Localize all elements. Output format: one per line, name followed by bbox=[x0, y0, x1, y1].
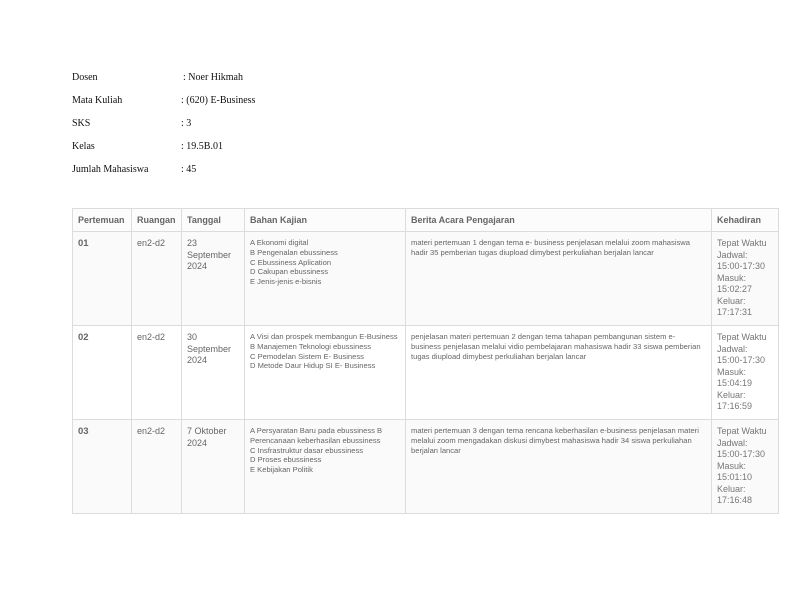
table-row bbox=[73, 326, 779, 420]
teaching-report: materi pertemuan 1 dengan tema e- business penjelasan melalui zoom mahasiswa hadir 35 pemberian tugas diupload dimybest perkuliahan berjalan lancar bbox=[406, 232, 712, 326]
attendance-line: Masuk: bbox=[717, 366, 747, 377]
material bbox=[245, 232, 406, 326]
date: 30 September 2024 bbox=[182, 326, 245, 420]
material-item: C Pemodelan Sistem E- Business bbox=[250, 351, 364, 361]
material-item: E Kebijakan Politik bbox=[250, 465, 313, 475]
material bbox=[245, 420, 406, 514]
material-item: D Cakupan ebussiness bbox=[250, 267, 329, 277]
material-item: A Ekonomi digital bbox=[250, 238, 309, 247]
room: en2-d2 bbox=[132, 326, 182, 420]
header-kehadiran: Kehadiran bbox=[712, 209, 779, 232]
room: en2-d2 bbox=[132, 420, 182, 514]
attendance-line: Jadwal: bbox=[717, 343, 748, 354]
info-label: Kelas bbox=[72, 141, 95, 152]
attendance-line: Keluar: bbox=[717, 483, 746, 494]
attendance-status: Tepat Waktu bbox=[717, 426, 767, 436]
table-row bbox=[73, 232, 779, 326]
attendance-line: 17:16:48 bbox=[717, 495, 753, 505]
info-label: Mata Kuliah bbox=[72, 95, 123, 106]
material bbox=[245, 326, 406, 420]
header-tanggal: Tanggal bbox=[182, 209, 245, 232]
info-value: : 19.5B.01 bbox=[181, 141, 223, 152]
date: 7 Oktober 2024 bbox=[182, 420, 245, 514]
info-value: : Noer Hikmah bbox=[183, 72, 243, 83]
material-item: D Metode Daur Hidup SI E- Business bbox=[250, 361, 376, 371]
attendance-line: 15:00-17:30 bbox=[717, 449, 766, 459]
header-pertemuan: Pertemuan bbox=[73, 209, 132, 232]
meeting-number: 01 bbox=[73, 232, 132, 326]
attendance-line: Keluar: bbox=[717, 295, 746, 306]
table-row bbox=[73, 420, 779, 514]
material-item: A Visi dan prospek membangun E-Business bbox=[250, 332, 398, 341]
attendance-line: Jadwal: bbox=[717, 437, 748, 448]
room: en2-d2 bbox=[132, 232, 182, 326]
course-info bbox=[72, 72, 255, 187]
attendance-status: Tepat Waktu bbox=[717, 332, 767, 342]
material-item: C Insfrastruktur dasar ebussiness bbox=[250, 445, 364, 455]
attendance-line: Keluar: bbox=[717, 389, 746, 400]
attendance bbox=[712, 420, 779, 514]
attendance bbox=[712, 326, 779, 420]
meeting-number: 03 bbox=[73, 420, 132, 514]
info-row-sks bbox=[72, 118, 255, 141]
teaching-report: penjelasan materi pertemuan 2 dengan tema tahapan pembangunan sistem e- business penjelasan melalui vidio pembelajaran mahasiswa hadir 33 siswa pemberian tugas diupload dimybest perkuliahan berjalan lancar bbox=[406, 326, 712, 420]
info-label: Jumlah Mahasiswa bbox=[72, 164, 149, 175]
info-value: : 3 bbox=[181, 118, 192, 129]
info-row-kelas bbox=[72, 141, 255, 164]
meeting-number: 02 bbox=[73, 326, 132, 420]
header-ruangan: Ruangan bbox=[132, 209, 182, 232]
info-label: SKS bbox=[72, 118, 91, 129]
attendance-status: Tepat Waktu bbox=[717, 238, 767, 248]
date: 23 September 2024 bbox=[182, 232, 245, 326]
info-row-dosen bbox=[72, 72, 255, 95]
material-item: B Pengenalan ebussiness bbox=[250, 247, 338, 257]
attendance-line: 15:00-17:30 bbox=[717, 261, 766, 271]
attendance-line: 15:00-17:30 bbox=[717, 355, 766, 365]
info-label: Dosen bbox=[72, 72, 98, 83]
attendance-line: Masuk: bbox=[717, 460, 747, 471]
material-item: B Manajemen Teknologi ebussiness bbox=[250, 341, 372, 351]
attendance-line: 17:17:31 bbox=[717, 307, 753, 317]
attendance-line: 15:01:10 bbox=[717, 472, 753, 482]
info-row-jumlah-mahasiswa bbox=[72, 164, 255, 187]
material-item: C Ebussiness Aplication bbox=[250, 257, 332, 267]
attendance-table bbox=[72, 208, 779, 514]
info-value: : (620) E-Business bbox=[181, 95, 256, 106]
info-row-mata-kuliah bbox=[72, 95, 255, 118]
material-item: A Persyaratan Baru pada ebussiness B Perencanaan keberhasilan ebussiness bbox=[250, 426, 383, 445]
header-bahan-kajian: Bahan Kajian bbox=[245, 209, 406, 232]
material-item: D Proses ebussiness bbox=[250, 455, 322, 465]
attendance bbox=[712, 232, 779, 326]
attendance-line: 15:04:19 bbox=[717, 378, 753, 388]
material-item: E Jenis-jenis e-bisnis bbox=[250, 277, 322, 287]
teaching-report: materi pertemuan 3 dengan tema rencana keberhasilan e-business penjelasan materi melalui zoom mengadakan diskusi dimybest mahasiswa hadir 34 siswa perkuliahan berjalan lancar bbox=[406, 420, 712, 514]
attendance-line: 17:16:59 bbox=[717, 401, 753, 411]
attendance-line: Masuk: bbox=[717, 272, 747, 283]
info-value: : 45 bbox=[181, 164, 197, 175]
header-berita-acara: Berita Acara Pengajaran bbox=[406, 209, 712, 232]
attendance-line: 15:02:27 bbox=[717, 284, 753, 294]
table-header-row bbox=[73, 209, 779, 232]
attendance-line: Jadwal: bbox=[717, 249, 748, 260]
